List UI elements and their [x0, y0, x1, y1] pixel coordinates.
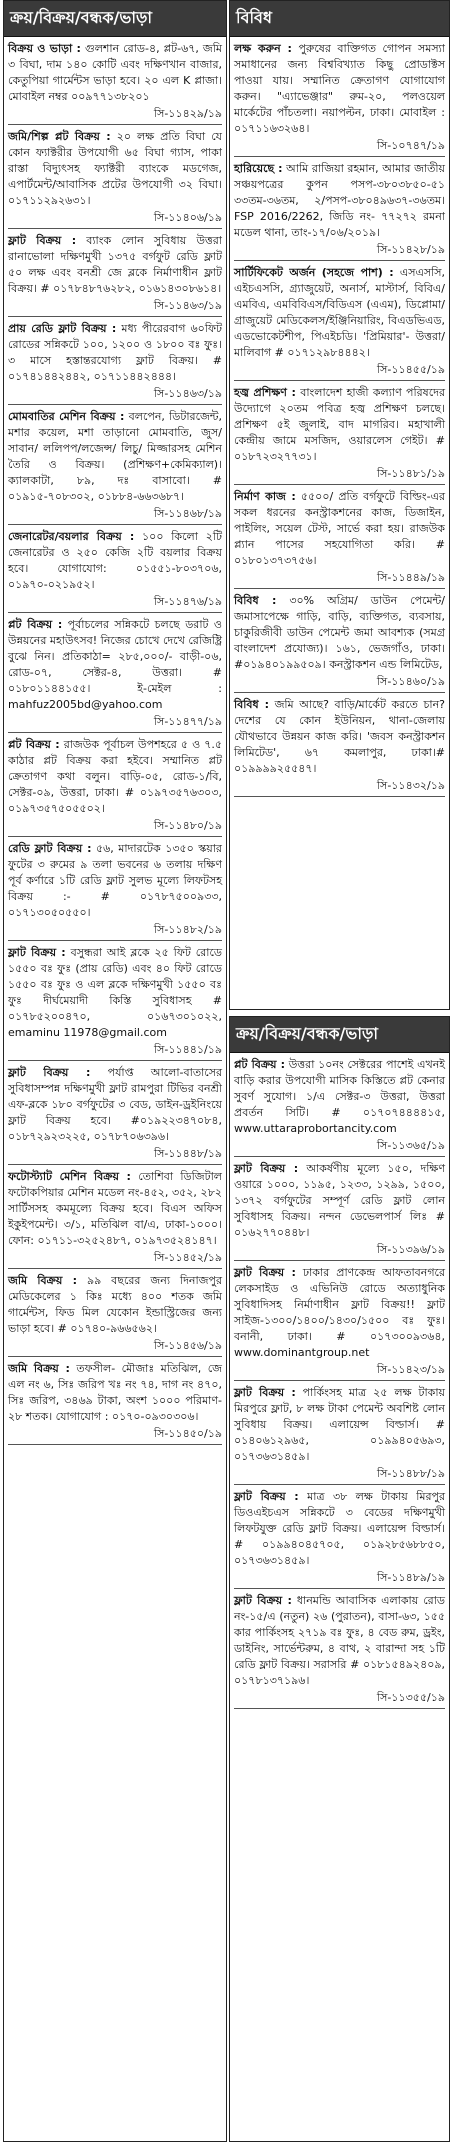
ad-body: ঢাকার প্রাণকেন্দ্র আফতাবনগরে লেকসাইড ও এভিনিউ রোডে অত্যাধুনিক সুবিধাদিসহ নির্মাণাধীন ফ্লাট বিক্রয়!! ফ্লাট সাইজ-১৩০০/১৪০০/১৪৩০/১৫০০ বঃ ফুঃ। বনানী, ঢাকা। # ০১৭৩০০৯৩৬৪, www.dominantgroup.net	[234, 1266, 446, 1359]
ad-title: প্লট বিক্রয় :	[8, 738, 60, 751]
ad-reference-number: সি-১১৪৫২/১৯	[153, 1251, 222, 1264]
ad-body: ব্যাংক লোন সুবিধায় উত্তরা রানাভোলা দক্ষিণমুখী ১৩৭৫ বর্গফুট রেডি ফ্লাট ৫০ লক্ষ এবং বনশ্রী জে ব্লকে নির্মাণাধীন ফ্লাট বিক্রয়। # ০১৭৮৪৮৭৬২৮২, ০১৬১৪৩০৮৬১৪।	[8, 234, 223, 295]
ad-body: পার্কিংসহ মাত্র ২৫ লক্ষ টাকায় মিরপুরে ফ্লাট, ৮ লক্ষ টাকা পেমেন্ট অবশিষ্ট লোন সুবিধায় বিক্রয়। এলায়েন্স বিল্ডার্স। # ০১৪০৬১২৯৬৫, ০১৯৯৪০৫৬৯৩, ০১৭৩৬৩১৪৫৯।	[234, 1386, 445, 1463]
ad-body: এসএসসি, এইচএসসি, গ্র্যাজুয়েট, অনার্স, মাস্টার্স, বিবিএ/এমবিএ, এমবিবিএস/বিডিএস (এএম), ডিপ্লোমা/গ্রাজুয়েট মেডিকেলস/ইঞ্জিনিয়ারিং, বিএডভিএড, এডভোকেটশীপ, পিএইচডি। 'প্রিমিয়ার'- উত্তরা/মালিবাগ # ০১৭১২৯৮৪৪৪২।	[234, 266, 446, 359]
ad-text	[234, 41, 445, 137]
ad-reference-number: সি-১১৪৩২/১৯	[376, 779, 445, 792]
ad-body: পুরুষের বাক্তিগত গোপন সমস্যা সমাধানের জন্য বিশ্ববিখ্যাত কিছু প্রোডাক্টস পাওয়া যায়। সম্মানিত ক্রেতাগণ যোগাযোগ করুন। "এ্যাভেঞ্জার" রুম-২০, পলওয়েল মার্কেটের পাঁচতলা। নয়াপল্টন, ঢাকা। মোবাইল : ০১৭১১৬৩২৬৪।	[234, 42, 445, 135]
ad-text	[8, 41, 222, 105]
ad-reference-number: সি-১১৪৪১/১৯	[153, 1043, 222, 1056]
ad-title: বিবিধ :	[234, 594, 277, 607]
classified-ad	[8, 1269, 222, 1357]
ad-title: প্লট বিক্রয় :	[234, 1058, 285, 1071]
ad-title: ফটোস্ট্যাট মেশিন বিক্রয় :	[8, 1170, 131, 1183]
ad-title: জমি বিক্রয় :	[8, 1274, 77, 1287]
ad-text	[8, 321, 222, 385]
ad-title: জেনারেটর/বয়লার বিক্রয় :	[8, 530, 135, 543]
ad-reference-number: সি-১১৪৮৮/১৯	[376, 1467, 445, 1480]
ad-body: বলপেন, ডিটারজেন্ট, মশার কয়েল, মশা তাড়ানো মোমবাতি, জুস/সাবান/ ললিপপ/লজেন্স/ লিচু/ মিজ্জারসহ মেশিন তৈরি ও বিক্রয়। (প্রশিক্ষণ+কেমিক্যাল)। ক্যালকাটা, ৮৯, দঃ বাসাবো। # ০১৯১৫-৭০৮৩০২, ০১৮৮৪-৬৬৩৬৮৭।	[8, 410, 222, 503]
section-header: বিবিধ	[230, 1, 449, 37]
column-buy-sell-rent	[3, 0, 227, 2142]
ad-title: নির্মাণ কাজ :	[234, 490, 296, 503]
classified-ad	[8, 1061, 222, 1165]
classified-ad	[8, 125, 222, 229]
section-header: ক্রয়/বিক্রয়/বন্ধক/ভাড়া	[4, 1, 226, 37]
ad-reference-number: সি-১১৪২৩/১৯	[376, 1363, 445, 1376]
ad-body: গুলশান রোড-৪, প্লট-৬৭, জমি ৩ বিঘা, দাম ১৪০ কোটি এবং দক্ষিণখান বাজার, কেতুপিয়া গার্মেন্টস ভাড়া হবে। ২০ এল K প্লাজা। মোবাইল নম্বর ০০৯৭৭১৩৮২০১	[8, 42, 222, 103]
column-miscellaneous	[229, 0, 450, 1010]
ad-reference-number: সি-১১৪৪৯/১৯	[376, 571, 445, 584]
classified-ad	[234, 381, 445, 485]
ad-text	[8, 737, 222, 817]
ad-body: ২০ লক্ষ প্রতি বিঘা যে কোন ফ্যাক্টরীর উপযোগী ৬৫ বিঘা গ্যাস, পাকা রাস্তা বিদ্যুৎসহ ফ্যাক্টরী ব্যাংকে মডগেজ, এপার্টমেন্ট/আবাসিক প্রটের উপযোগী ৩২ বিঘা। ০১৭১১২৯২৬৩১।	[8, 130, 222, 207]
classified-ad	[234, 693, 445, 797]
ad-reference-number: সি-১১৩৫৫/১৯	[376, 1691, 445, 1704]
ad-body: মাত্র ৩৮ লক্ষ টাকায় মিরপুর ডিওএইচএস সন্নিকটে ৩ বেডের দক্ষিণমুখী লিফটযুক্ত রেডি ফ্লাট বিক্রয়। এলায়েন্স বিল্ডার্স। # ০১৯৯৪০৪৫৭০৫, ০১৯২৮৫৬৮৮৫০, ০১৭৩৬৩১৪৫৯।	[234, 1490, 446, 1567]
ad-title: রেডি ফ্লাট বিক্রয় :	[8, 842, 92, 855]
ad-title: ফ্লাট বিক্রয় :	[234, 1490, 299, 1503]
ad-title: ফ্লাট বিক্রয় :	[234, 1594, 292, 1607]
ad-reference-number: সি-১১৪৮১/১৯	[376, 467, 445, 480]
ad-title: বিক্রয় ও ভাড়া :	[8, 42, 81, 55]
ad-reference-number: সি-১১৩৯৬/১৯	[376, 1243, 445, 1256]
ad-text	[8, 1065, 222, 1145]
classified-ad	[8, 229, 222, 317]
ad-text	[8, 945, 222, 1041]
ad-title: হারিয়েছে :	[234, 162, 283, 175]
ad-body: ৫৬, মাদারটেক ১৩৫০ স্কয়ার ফুটের ৩ রুমের ৯ তলা ভবনের ৬ তলায় দক্ষিণ পূর্ব কর্ণারে ১টি রেডি ফ্লাট সুলভ মূল্যে লিফটসহ বিক্রয় :- # ০১৭৮৭৫০০৯৩৩, ০১৭১৩০৫০৫৫০।	[8, 842, 222, 919]
ad-body: ৯৯ বছরের জন্য দিনাজপুর মেডিকেলের ১ কিঃ মধ্যে ৪০০ শতক জমি গার্মেন্টস, ফিড মিল যেকোন ইন্ডাস্ট্রিজের জন্য ভাড়া হবে। # ০১৭৪০-৯৬৬৫৬২।	[8, 1274, 223, 1335]
ad-text	[234, 1057, 445, 1137]
ad-text	[234, 593, 445, 673]
ad-list	[230, 37, 449, 797]
ad-reference-number: সি-১০৭৪৭/১৯	[376, 139, 445, 152]
classified-ad	[8, 1357, 222, 1445]
ad-body: ৫৫০০/ প্রতি বর্গফুটে বিল্ডিং-এর সকল ধরনের কনস্ট্রাকশনের কাজ, ডিজাইন, পাইলিং, সয়েল টেস্ট, সার্ভে করা হয়। রাজউক প্ল্যান পাসের সহযোগিতা করি। # ০১৮০১৩৭৩৭৫৬।	[234, 490, 446, 567]
classified-ad	[8, 37, 222, 125]
ad-body: ৩০% অগ্রিম/ ডাউন পেমেন্ট/ জমাসাপেক্ষে গাড়ি, বাড়ি, ব্যক্তিগত, ব্যবসায়, চাকুরিজীবী ডাউন পেমেন্ট জমা আবশ্যক (সমগ্র বাংলাদেশ প্রযোজ্য)। ১৬১, ভেজগাঁও, ঢাকা। #০১৯৪০১৯৯৫০৯। কনস্ট্রাকশন এন্ড লিমিটেড,	[234, 594, 445, 671]
classified-ad	[234, 261, 445, 381]
ad-reference-number: সি-১১৪৬৩/১৯	[153, 299, 222, 312]
ad-body: জমি আছে? বাড়ি/মার্কেট করতে চান? দেশের যে কোন ইউনিয়ন, থানা-জেলায় যৌথভাবে উন্নয়ন কাজ করি। 'জবস কনস্ট্রাকশন লিমিটেড', ৬৭ কমলাপুর, ঢাকা।# ০১৯৯৯৯২৫৫৪৭।	[234, 698, 446, 775]
ad-title: ফ্লাট বিক্রয় :	[8, 234, 77, 247]
classified-ad	[8, 405, 222, 525]
ad-reference-number: সি-১১৪৬৩/১৯	[153, 387, 222, 400]
ad-text	[8, 617, 222, 713]
ad-body: রাজউক পূর্বাচল উপশহরে ৫ ও ৭.৫ কাঠার প্লট বিক্রয় করা হইবে। সম্মানিত প্লট ক্রেতাগণ কথা বলুন। বাড়ি-০৫, রোড-১/বি, সেক্টর-০৯, উত্তরা, ঢাকা। # ০১৯৭৩৫৭৬৩০৩, ০১৯৭৩৫৭৫০৫৫০২।	[8, 738, 223, 815]
ad-text	[234, 1161, 445, 1241]
ad-reference-number: সি-১১৪৮২/১৯	[153, 923, 222, 936]
ad-title: ফ্লাট বিক্রয় :	[8, 1066, 91, 1079]
ad-reference-number: সি-১১৪২৯/১৯	[153, 107, 222, 120]
ad-text	[234, 1265, 445, 1361]
classified-ad	[8, 317, 222, 405]
ad-list	[230, 1053, 449, 1709]
ad-title: প্রায় রেডি ফ্লাট বিক্রয় :	[8, 322, 117, 335]
ad-reference-number: সি-১১৪৫০/১৯	[153, 1427, 222, 1440]
ad-text	[234, 1385, 445, 1465]
ad-body: মধ্য পীরেরবাগ ৬০ফিট রোডের সন্নিকটে ১০০, ১২০০ ও ১৮০০ বঃ ফুঃ। ৩ মাসে হস্তান্তরযোগ্য ফ্লাট বিক্রয়। # ০১৭৪১৪৪২৪৪২, ০১৭১১৪৪২৪৪৪।	[8, 322, 223, 383]
ad-reference-number: সি-১১৪৮৯/১৯	[376, 1571, 445, 1584]
section-header: ক্রয়/বিক্রয়/বন্ধক/ভাড়া	[230, 1017, 449, 1053]
classified-ad	[234, 1589, 445, 1709]
ad-text	[234, 161, 445, 241]
ad-text	[8, 129, 222, 209]
ad-text	[234, 265, 445, 361]
ad-body: পূর্বাচলের সন্নিকটে চলছে ডরাট ও উন্নয়নের মহাউৎসব! নিজের চোখে দেখে রেজিষ্ট্রি বুঝে নিন। প্রতিকাঠা= ২৮৫,০০০/- বাড়ী-০৬, রোড-০৭, সেক্টর-৪, উত্তরা। # ০১৮০১১৪৪১৫৫। ই-মেইল : mahfuz2005bd@yahoo.com	[8, 618, 223, 711]
classified-ad	[8, 613, 222, 733]
classified-ad	[234, 157, 445, 261]
classified-ad	[8, 525, 222, 613]
ad-reference-number: সি-১১৪৭৭/১৯	[153, 715, 222, 728]
ad-title: বিবিধ :	[234, 698, 269, 711]
ad-reference-number: সি-১১৪৫৬/১৯	[153, 1339, 222, 1352]
ad-body: উত্তরা ১০নং সেক্টরের পাশেই এখনই বাড়ি করার উপযোগী মাসিক কিস্তিতে প্লট কেনার সুবর্ণ সুযোগ। ১/এ সেক্টর-৩ উত্তরা, উত্তরা প্রবর্তন সিটি। # ০১৭০৭৪৪৪৪১৫, www.uttaraprobortancity.com	[234, 1058, 445, 1135]
ad-body: পর্যাপ্ত আলো-বাতাসের সুবিধাসম্পন্ন দক্ষিণমুখী ফ্লাট রামপুরা টিভির বনশ্রী এফ-ব্লকে ১৮০ বর্গফুটের ৩ বেড, ডাইন-ড্রইনিংয়ে ফ্লাট বিক্রয় হবে। #০১৯২২৩৪৭০৮৪, ০১৮৭২৯২৩২২৫, ০১৭৮৭০৬৩৯৬।	[8, 1066, 223, 1143]
ad-reference-number: সি-১১৪৬০/১৯	[376, 675, 445, 688]
ad-body: আকর্ষণীয় মূল্যে ১৫০, দক্ষিণ ওয়ারে ১০০০, ১১৯৫, ১২৩৩, ১২৯৯, ১৫০০, ১৩৭২ বর্গফুটের সম্পূর্ণ রেডি ফ্লাট লোন সুবিধাসহ বিক্রয়। নন্দন ডেভেলপার্স লিঃ # ০১৬২৭৭০৪৪৮।	[234, 1162, 445, 1239]
ad-body: বাংলাদেশ হাজী কল্যাণ পরিষদের উদ্যোগে ২০তম পবিত্র হজ্ব প্রশিক্ষণ চলছে। প্রশিক্ষণ ৫ই জুলাই, বাদ মাগরিব। মহাখালী কেন্দ্রীয় জামে মসজিদ, ওয়ারলেস গেইট। # ০১৮৭২৩২৭৭৩১।	[234, 386, 445, 463]
classified-ad	[234, 37, 445, 157]
ad-text	[234, 697, 445, 777]
ad-reference-number: সি-১১৪৪৮/১৯	[153, 1147, 222, 1160]
ad-title: প্লট বিক্রয় :	[8, 618, 63, 631]
classified-ad	[8, 1165, 222, 1269]
ad-title: সার্টিফিকেট অর্জন (সহজে পাশ) :	[234, 266, 394, 279]
classified-ad	[234, 485, 445, 589]
ad-body: তোশিবা ডিজিটাল ফটোকপিয়ার মেশিন মডেল নং-৪৫২, ৩৫২, ২৮২ সার্টিসসহ কমমূল্যে বিক্রয় হবে। বিএস অফিস ইকুইপমেন্ট। ৩/১, মতিঝিল বা/এ, ঢাকা-১০০০। ফোন: ০১৭১১-৩২৫২৪৮৭, ০১৯৭৩৫২৪১৪৭।	[8, 1170, 222, 1247]
ad-title: ফ্লাট বিক্রয় :	[234, 1386, 296, 1399]
ad-text	[8, 529, 222, 593]
ad-reference-number: সি-১১৪৭৬/১৯	[153, 595, 222, 608]
ad-body: ১০০ কিলো ২টি জেনারেটর ও ২৫০ কেজি ২টি বয়লার বিক্রয় হবে। যোগাযোগ: ০১৫৫১-৮০৩৭০৬, ০১৯৭০-০২১৯৫২।	[8, 530, 222, 591]
ad-text	[8, 1273, 222, 1337]
ad-text	[8, 1361, 222, 1425]
ad-title: ফ্লাট বিক্রয় :	[8, 946, 66, 959]
ad-title: হজ্ব প্রশিক্ষণ :	[234, 386, 296, 399]
ad-title: জমি/শিল্প প্লট বিক্রয় :	[8, 130, 111, 143]
classified-ad	[8, 837, 222, 941]
ad-text	[234, 1593, 445, 1689]
ad-text	[234, 385, 445, 465]
classified-ad	[234, 1381, 445, 1485]
ad-body: তফসীল- মৌজাঃ মতিঝিল, জে এল নং ৬, সিঃ জরিপ খঃ নং ৭৪, দাগ নং ৪৭০, সিঃ জরিপ, ৩৪৬৯ টাকা, অংশ ১০০০ পরিমাণ- ২৮ শতক। যোগাযোগ : ০১৭০-০৯৩০৩০৬।	[8, 1362, 222, 1423]
classified-ad	[234, 1485, 445, 1589]
ad-reference-number: সি-১১৪৬৮/১৯	[153, 507, 222, 520]
ad-text	[234, 489, 445, 569]
ad-body: আমি রাজিয়া রহমান, আমার জাতীয় সঞ্চয়পত্রের কুপন পসপ-৩৮০৩৮৫০-৫১ ৩৩তম-৩৬তম, ২/পসপ-৩৮০৪৯৬৩৭-৩৬তম। FSP 2016/2262, জিডি নং- ৭৭২৭২ রমনা মডেল থানা, তাং-১৭/০৬/২০১৯।	[234, 162, 445, 239]
ad-title: ফ্লাট বিক্রয় :	[234, 1266, 296, 1279]
classified-ad	[8, 941, 222, 1061]
ad-text	[8, 1169, 222, 1249]
classified-ad	[234, 1053, 445, 1157]
classified-ad	[234, 1261, 445, 1381]
ad-reference-number: সি-১১৪৮০/১৯	[153, 819, 222, 832]
ad-body: ধানমন্ডি আবাসিক এলাকায় রোড নং-১৫/এ (নতুন) ২৬ (পুরাতন), বাসা-৬৩, ১৫৫ কার পার্কিংসহ ২৭১৯ বঃ ফুঃ, ৪ বেড রুম, ড্রইং, ডাইনিং, সার্ভেন্টরুম, ৪ বাথ, ২ বারান্দা সহ ১টি রেডি ফ্লাট বিক্রয়। সরাসরি # ০১৮১৫৪৯২৪০৯, ০১৭৮১৩৭১৯৬।	[234, 1594, 446, 1687]
ad-reference-number: সি-১১৩৬৫/১৯	[376, 1139, 445, 1152]
ad-title: ফ্লাট বিক্রয় :	[234, 1162, 299, 1175]
classified-ad	[234, 589, 445, 693]
ad-text	[8, 233, 222, 297]
classified-ad	[234, 1157, 445, 1261]
ad-title: লক্ষ করুন :	[234, 42, 292, 55]
ad-reference-number: সি-১১৪০৬/১৯	[153, 211, 222, 224]
ad-reference-number: সি-১১৪৫৫/১৯	[376, 363, 445, 376]
ad-reference-number: সি-১১৪২৮/১৯	[376, 243, 445, 256]
ad-text	[8, 409, 222, 505]
ad-list	[4, 37, 226, 1445]
classified-ad	[8, 733, 222, 837]
ad-text	[8, 841, 222, 921]
ad-title: মোমবাতির মেশিন বিক্রয় :	[8, 410, 125, 423]
ad-body: বসুন্ধরা আই ব্লকে ২৫ ফিট রোডে ১৫৫০ বঃ ফুঃ (প্রায় রেডি) এবং ৪০ ফিট রোডে ১৫৫০ বঃ ফুঃ ও এল ব্লকে দক্ষিণমুখী ১৫৫০ বঃ ফুঃ দীর্ঘমেয়াদী কিস্তি সুবিধাসহ # ০১৭৮৫২০০৪৭০, ০১৬৭৩০১০২২, emaminu 11978@gmail.com	[8, 946, 223, 1039]
ad-title: জমি বিক্রয় :	[8, 1362, 70, 1375]
ad-text	[234, 1489, 445, 1569]
column-buy-sell-rent-2	[229, 1016, 450, 2142]
